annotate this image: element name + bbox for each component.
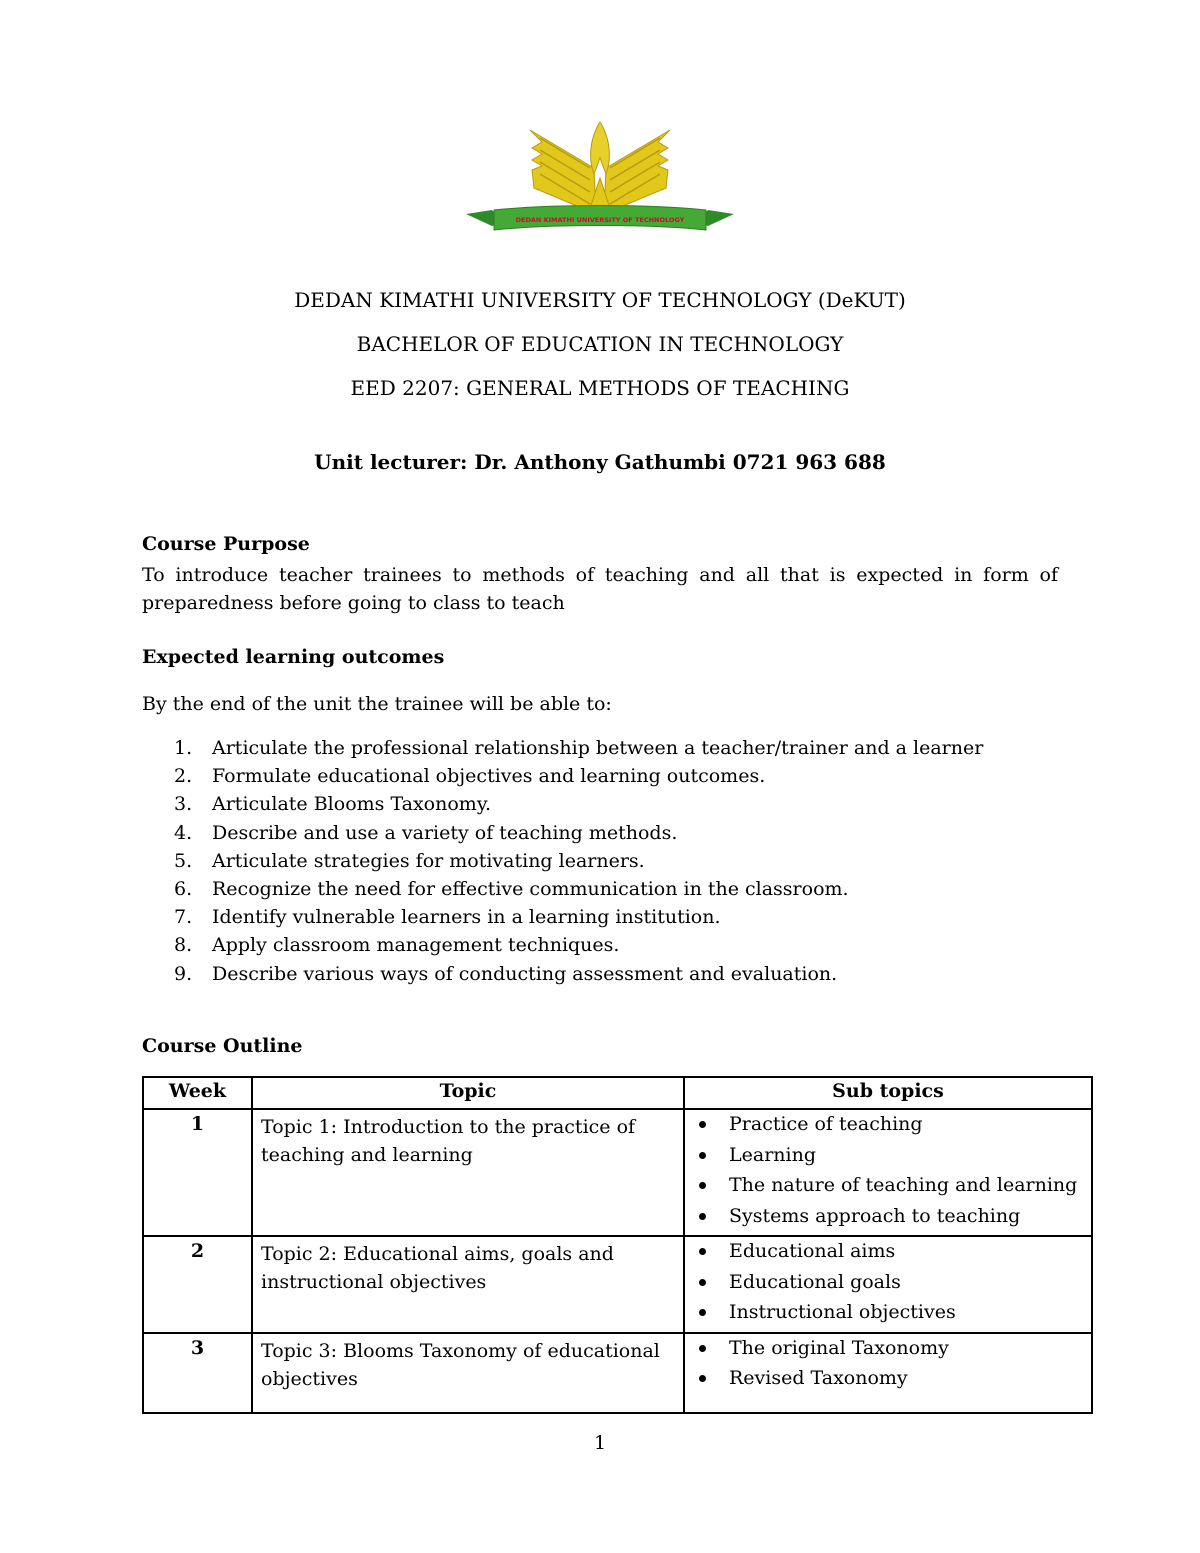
topic-cell: Topic 3: Blooms Taxonomy of educational objectives [252,1333,684,1413]
table-row [143,1333,1092,1413]
subtopic-text: Educational aims [729,1240,896,1262]
subtopic-text: Instructional objectives [729,1301,956,1323]
list-item-number: 4. [174,821,193,844]
week-cell: 2 [143,1236,252,1333]
outcomes-heading: Expected learning outcomes [142,646,445,668]
bullet-icon [699,1309,706,1316]
subtopic-item [693,1271,1085,1302]
list-item-number: 2. [174,765,193,788]
table-row [143,1109,1092,1236]
list-item [142,765,983,793]
list-item-text: Describe and use a variety of teaching methods. [212,821,678,844]
list-item-text: Identify vulnerable learners in a learning institution. [212,906,721,929]
list-item [142,737,983,765]
list-item-number: 6. [174,877,193,900]
course-purpose-heading: Course Purpose [142,533,310,555]
list-item-text: Formulate educational objectives and learning outcomes. [212,765,766,788]
subtopic-item [693,1174,1085,1205]
subtopic-text: Systems approach to teaching [729,1204,1021,1227]
subtopic-text: Learning [729,1143,816,1166]
list-item [142,878,983,906]
subtopic-item [693,1240,1085,1271]
list-item-number: 8. [174,934,193,957]
topic-cell: Topic 2: Educational aims, goals and instructional objectives [252,1236,684,1333]
list-item-text: Articulate the professional relationship between a teacher/trainer and a learner [212,737,984,759]
subtopics-cell [684,1109,1092,1236]
topic-cell: Topic 1: Introduction to the practice of teaching and learning [252,1109,684,1236]
bullet-icon [699,1182,706,1189]
list-item-text: Apply classroom management techniques. [212,934,620,957]
bullet-icon [699,1279,706,1286]
week-cell: 1 [143,1109,252,1236]
subtopic-item [693,1301,1085,1332]
list-item-text: Describe various ways of conducting assessment and evaluation. [212,962,838,985]
topic-header: Topic [252,1077,684,1109]
subtopic-text: The nature of teaching and learning [729,1174,1078,1196]
list-item [142,793,983,821]
subtopic-item [693,1205,1085,1236]
list-item [142,906,983,934]
list-item [142,934,983,962]
program-name: BACHELOR OF EDUCATION IN TECHNOLOGY [356,332,844,356]
subtopic-item [693,1144,1085,1175]
list-item [142,822,983,850]
table-header-row [143,1077,1092,1109]
list-item [142,963,983,991]
subtopic-text: Revised Taxonomy [729,1367,908,1389]
subtopic-text: Practice of teaching [729,1113,923,1135]
list-item-text: Articulate strategies for motivating learners. [212,849,645,872]
list-item-text: Recognize the need for effective communication in the classroom. [212,877,849,900]
subtopics-cell [684,1236,1092,1333]
bullet-icon [699,1152,706,1159]
outcomes-list [142,737,983,991]
course-outline-table [142,1076,1093,1414]
outcomes-intro: By the end of the unit the trainee will be able to: [142,693,612,715]
subtopic-item [693,1337,1085,1368]
list-item-number: 3. [174,793,193,816]
subtopic-item [693,1113,1085,1144]
university-name: DEDAN KIMATHI UNIVERSITY OF TECHNOLOGY (DeKUT) [294,288,906,312]
course-outline-heading: Course Outline [142,1035,303,1057]
lecturer-info: Unit lecturer: Dr. Anthony Gathumbi 0721 963 688 [314,450,886,474]
subtopic-text: Educational goals [729,1270,901,1293]
table-row [143,1236,1092,1333]
list-item-number: 1. [174,737,193,759]
subtopics-cell [684,1333,1092,1413]
logo-ribbon-text: DEDAN KIMATHI UNIVERSITY OF TECHNOLOGY [515,216,685,224]
list-item-number: 9. [174,962,193,985]
subtopics-header: Sub topics [684,1077,1092,1109]
bullet-icon [699,1248,706,1255]
page-number: 1 [593,1432,607,1454]
bullet-icon [699,1345,706,1352]
course-title: EED 2207: GENERAL METHODS OF TEACHING [350,376,850,400]
university-logo [462,118,738,248]
list-item-text: Articulate Blooms Taxonomy. [212,793,492,816]
list-item-number: 7. [174,906,193,929]
course-purpose-text: To introduce teacher trainees to methods of teaching and all that is expected in form of preparedness before going to class to teach [142,564,1058,614]
subtopic-text: The original Taxonomy [729,1336,949,1359]
bullet-icon [699,1121,706,1128]
week-header: Week [143,1077,252,1109]
list-item [142,850,983,878]
bullet-icon [699,1213,706,1220]
week-cell: 3 [143,1333,252,1413]
list-item-number: 5. [174,849,193,872]
logo-flame [591,122,610,174]
subtopic-item [693,1367,1085,1398]
bullet-icon [699,1375,706,1382]
